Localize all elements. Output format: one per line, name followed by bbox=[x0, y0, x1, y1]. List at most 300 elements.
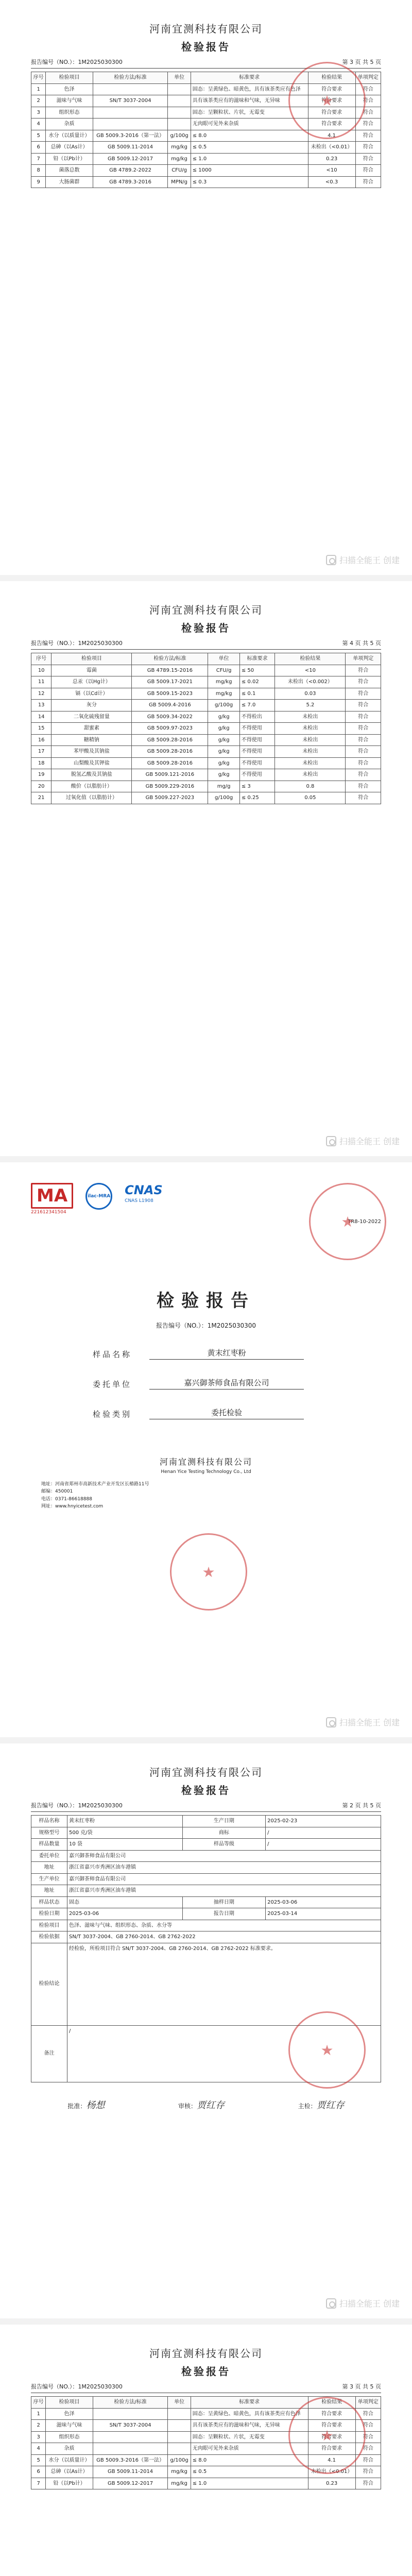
table-cell-req: ≤ 0.25 bbox=[239, 792, 275, 804]
table-cell-result: 0.05 bbox=[275, 792, 346, 804]
column-header: 单项判定 bbox=[355, 2397, 381, 2409]
table-cell-no: 4 bbox=[31, 118, 46, 130]
table-cell-unit bbox=[168, 118, 191, 130]
table-cell-no: 9 bbox=[31, 176, 46, 188]
table-row bbox=[31, 757, 381, 769]
page-number: 第 4 页 共 5 页 bbox=[342, 640, 381, 647]
company-name: 河南宜测科技有限公司 bbox=[149, 604, 263, 616]
table-cell-unit: mg/kg bbox=[208, 688, 239, 700]
report-no-label: 报告编号（NO.）： bbox=[31, 59, 78, 65]
cnas-number: CNAS L1908 bbox=[125, 1198, 153, 1204]
table-row bbox=[31, 165, 381, 177]
table-cell-result: 未检出 bbox=[275, 757, 346, 769]
scanner-app-icon bbox=[326, 1136, 336, 1146]
table-cell-no: 20 bbox=[31, 781, 52, 792]
table-cell-unit: g/kg bbox=[208, 757, 239, 769]
info-key: 样品状态 bbox=[31, 1896, 67, 1908]
table-cell-judge: 符合 bbox=[355, 2420, 381, 2432]
table-cell-judge: 符合 bbox=[346, 723, 381, 735]
signature-block bbox=[298, 2098, 345, 2111]
seal-stamp bbox=[288, 2011, 366, 2089]
table-cell-item: 色泽 bbox=[46, 83, 93, 95]
info-value: 嘉兴御茶师食品有限公司 bbox=[67, 1850, 381, 1862]
table-cell-item: 色泽 bbox=[46, 2408, 93, 2420]
column-header: 检验结果 bbox=[308, 72, 355, 84]
table-cell-item: 山梨酸及其钾盐 bbox=[52, 757, 132, 769]
table-cell-item: 杂质 bbox=[46, 118, 93, 130]
report-page-info bbox=[0, 1743, 412, 2325]
accreditation-logos bbox=[31, 1183, 163, 1215]
table-cell-unit bbox=[168, 2420, 191, 2432]
table-row bbox=[31, 1827, 381, 1839]
table-cell-result: 符合要求 bbox=[308, 118, 355, 130]
table-cell-req: 不得使用 bbox=[239, 757, 275, 769]
table-cell-no: 4 bbox=[31, 2443, 46, 2455]
table-cell-req: 无肉眼可见外来杂质 bbox=[191, 2443, 308, 2455]
table-row bbox=[31, 1850, 381, 1862]
table-cell-req: ≤ 0.02 bbox=[239, 676, 275, 688]
table-row bbox=[31, 1931, 381, 1943]
column-header: 序号 bbox=[31, 2397, 46, 2409]
table-cell-unit bbox=[168, 2408, 191, 2420]
table-cell-req: 不得使用 bbox=[239, 734, 275, 746]
page-header bbox=[31, 602, 381, 635]
cover-sample-field: 样品名称 黄末红枣粉 bbox=[93, 1347, 381, 1360]
table-row bbox=[31, 734, 381, 746]
table-cell-result: 符合要求 bbox=[308, 2443, 355, 2455]
conclusion-text: 经检验，所检项目符合 SN/T 3037-2004、GB 2760-2014、GB 2762-2022 标准要求。 bbox=[67, 1943, 381, 2025]
table-cell-method: GB 5009.28-2016 bbox=[132, 746, 208, 758]
table-cell-judge: 符合 bbox=[346, 781, 381, 792]
table-cell-req: 固态：呈黄绿色、暗黄色，具有该茶类应有色泽 bbox=[191, 83, 308, 95]
info-value: / bbox=[266, 1827, 381, 1839]
table-cell-result: 5.2 bbox=[275, 700, 346, 711]
table-cell-item: 灰分 bbox=[52, 700, 132, 711]
table-cell-method: GB 5009.121-2016 bbox=[132, 769, 208, 781]
table-row bbox=[31, 1839, 381, 1851]
cma-logo: MA bbox=[31, 1183, 73, 1209]
table-row bbox=[31, 676, 381, 688]
table-cell-result: 0.8 bbox=[275, 781, 346, 792]
scanner-watermark: 扫描全能王 创建 bbox=[326, 1135, 400, 1147]
table-cell-unit: CFU/g bbox=[168, 165, 191, 177]
table-cell-item: 酸价（以脂肪计） bbox=[52, 781, 132, 792]
report-no-label: 报告编号（NO.）： bbox=[31, 1802, 78, 1809]
table-cell-judge: 符合 bbox=[346, 734, 381, 746]
info-value: 色泽、滋味与气味、组织形态、杂质、水分等 bbox=[67, 1920, 381, 1931]
table-cell-req: ≤ 0.5 bbox=[191, 2466, 308, 2478]
table-cell-method: GB 4789.3-2016 bbox=[93, 176, 168, 188]
report-meta bbox=[31, 639, 381, 650]
table-cell-unit: g/kg bbox=[208, 769, 239, 781]
report-page-2 bbox=[0, 581, 412, 1162]
table-row bbox=[31, 1885, 381, 1897]
table-cell-unit: g/100g bbox=[208, 792, 239, 804]
report-title: 检验报告 bbox=[181, 2365, 231, 2378]
table-cell-method bbox=[93, 2431, 168, 2443]
conclusion-label: 检验结论 bbox=[31, 1943, 67, 2025]
info-key: 检验项目 bbox=[31, 1920, 67, 1931]
info-value: SN/T 3037-2004、GB 2760-2014、GB 2762-2022 bbox=[67, 1931, 381, 1943]
table-cell-req: 无肉眼可见外来杂质 bbox=[191, 118, 308, 130]
scanner-watermark: 扫描全能王 创建 bbox=[326, 2297, 400, 2309]
table-cell-judge: 符合 bbox=[346, 792, 381, 804]
table-cell-item: 霉菌 bbox=[52, 665, 132, 676]
page-header bbox=[31, 1764, 381, 1797]
cover-notes bbox=[31, 1481, 381, 1511]
seal-stamp bbox=[309, 1183, 386, 1260]
table-cell-no: 16 bbox=[31, 734, 52, 746]
cnas-logo: CNAS bbox=[125, 1183, 163, 1197]
table-cell-unit: mg/kg bbox=[168, 2466, 191, 2478]
table-cell-result: 未检出（<0.01） bbox=[308, 2466, 355, 2478]
scanner-app-icon bbox=[326, 1717, 336, 1727]
table-row bbox=[31, 142, 381, 154]
table-cell-no: 18 bbox=[31, 757, 52, 769]
table-cell-req: ≤ 1000 bbox=[191, 165, 308, 177]
table-cell-method: GB 5009.34-2022 bbox=[132, 711, 208, 723]
cover-company-name: 河南宜测科技有限公司 bbox=[159, 1457, 252, 1467]
table-cell-judge: 符合 bbox=[355, 165, 381, 177]
table-cell-result: <10 bbox=[308, 165, 355, 177]
table-row bbox=[31, 153, 381, 165]
table-cell-method: SN/T 3037-2004 bbox=[93, 95, 168, 107]
table-cell-req: ≤ 1.0 bbox=[191, 2478, 308, 2489]
info-key: 报告日期 bbox=[182, 1908, 265, 1920]
table-cell-no: 15 bbox=[31, 723, 52, 735]
table-cell-item: 总汞（以Hg计） bbox=[52, 676, 132, 688]
page-header bbox=[31, 21, 381, 54]
table-cell-unit: mg/kg bbox=[168, 153, 191, 165]
table-cell-method: GB 5009.28-2016 bbox=[132, 757, 208, 769]
signature-block bbox=[67, 2098, 105, 2111]
table-cell-req: 不得使用 bbox=[239, 769, 275, 781]
table-cell-result: 符合要求 bbox=[308, 2408, 355, 2420]
page-number: 第 2 页 共 5 页 bbox=[342, 1802, 381, 1809]
column-header: 检验项目 bbox=[52, 653, 132, 665]
table-cell-item: 二氧化硫残留量 bbox=[52, 711, 132, 723]
table-cell-item: 组织形态 bbox=[46, 107, 93, 118]
signature-block bbox=[178, 2098, 225, 2111]
table-cell-item: 杂质 bbox=[46, 2443, 93, 2455]
remark-label: 备注 bbox=[31, 2025, 67, 2082]
report-no-label: 报告编号（NO.）： bbox=[31, 640, 78, 647]
table-cell-judge: 符合 bbox=[355, 2408, 381, 2420]
table-cell-unit: g/kg bbox=[208, 723, 239, 735]
table-cell-unit: g/100g bbox=[168, 130, 191, 142]
table-cell-req: ≤ 8.0 bbox=[191, 2454, 308, 2466]
column-header: 序号 bbox=[31, 72, 46, 84]
table-cell-req: 固态：呈颗粒状、片状，无霉变 bbox=[191, 2431, 308, 2443]
table-cell-item: 总砷（以As计） bbox=[46, 142, 93, 154]
scanner-app-icon bbox=[326, 2298, 336, 2309]
table-cell-judge: 符合 bbox=[355, 2454, 381, 2466]
info-value: 2025-02-23 bbox=[266, 1816, 381, 1827]
table-row bbox=[31, 665, 381, 676]
page-header bbox=[31, 2345, 381, 2378]
table-cell-method: SN/T 3037-2004 bbox=[93, 2420, 168, 2432]
column-header: 标准要求 bbox=[191, 2397, 308, 2409]
table-cell-method: GB 4789.15-2016 bbox=[132, 665, 208, 676]
table-cell-result: 符合要求 bbox=[308, 95, 355, 107]
table-cell-method: GB 5009.3-2016（第一法） bbox=[93, 130, 168, 142]
table-cell-item: 过氧化值（以脂肪计） bbox=[52, 792, 132, 804]
info-key: 检验依据 bbox=[31, 1931, 67, 1943]
scanner-app-icon bbox=[326, 555, 336, 565]
info-value: 黄末红枣粉 bbox=[67, 1816, 182, 1827]
report-page-5 bbox=[0, 2325, 412, 2576]
table-cell-item: 菌落总数 bbox=[46, 165, 93, 177]
table-row bbox=[31, 688, 381, 700]
column-header: 检验方法/标准 bbox=[93, 2397, 168, 2409]
table-cell-item: 铅（以Pb计） bbox=[46, 153, 93, 165]
table-cell-req: ≤ 0.3 bbox=[191, 176, 308, 188]
company-name: 河南宜测科技有限公司 bbox=[149, 1766, 263, 1778]
table-cell-unit: g/kg bbox=[208, 711, 239, 723]
table-cell-judge: 符合 bbox=[346, 769, 381, 781]
table-cell-judge: 符合 bbox=[355, 95, 381, 107]
ilac-mra-logo: ilac-MRA bbox=[85, 1183, 112, 1210]
scanner-watermark: 扫描全能王 创建 bbox=[326, 1716, 400, 1728]
table-cell-no: 7 bbox=[31, 2478, 46, 2489]
table-cell-judge: 符合 bbox=[346, 711, 381, 723]
form-number: TR8-10-2022 bbox=[348, 1219, 381, 1225]
table-row bbox=[31, 711, 381, 723]
info-key: 规格型号 bbox=[31, 1827, 67, 1839]
table-cell-judge: 符合 bbox=[355, 83, 381, 95]
table-cell-req: 具有该茶类应有的滋味和气味，无异味 bbox=[191, 95, 308, 107]
table-cell-result: 未检出 bbox=[275, 746, 346, 758]
table-row bbox=[31, 1873, 381, 1885]
column-header: 单位 bbox=[168, 2397, 191, 2409]
table-cell-judge: 符合 bbox=[346, 676, 381, 688]
info-key: 生产单位 bbox=[31, 1873, 67, 1885]
table-cell-item: 大肠菌群 bbox=[46, 176, 93, 188]
table-cell-req: 固态：呈黄绿色、暗黄色，具有该茶类应有色泽 bbox=[191, 2408, 308, 2420]
table-cell-result: 未检出（<0.002） bbox=[275, 676, 346, 688]
table-cell-unit: mg/g bbox=[208, 781, 239, 792]
column-header: 检验方法/标准 bbox=[93, 72, 168, 84]
table-cell-method: GB 5009.12-2017 bbox=[93, 153, 168, 165]
table-cell-judge: 符合 bbox=[355, 2431, 381, 2443]
table-cell-unit: mg/kg bbox=[208, 676, 239, 688]
info-value: 嘉兴御茶师食品有限公司 bbox=[67, 1873, 381, 1885]
table-cell-no: 2 bbox=[31, 2420, 46, 2432]
table-row bbox=[31, 1908, 381, 1920]
report-title: 检验报告 bbox=[181, 1784, 231, 1797]
scanner-watermark: 扫描全能王 创建 bbox=[326, 554, 400, 566]
cover-note-line: 邮编：450001 bbox=[41, 1489, 73, 1495]
cma-number: 221612341504 bbox=[31, 1210, 66, 1215]
table-cell-result: 符合要求 bbox=[308, 2431, 355, 2443]
table-cell-item: 铅（以Pb计） bbox=[46, 2478, 93, 2489]
table-cell-judge: 符合 bbox=[346, 688, 381, 700]
seal-stamp bbox=[288, 62, 366, 139]
info-key: 抽样日期 bbox=[182, 1896, 265, 1908]
table-cell-judge: 符合 bbox=[346, 757, 381, 769]
table-cell-req: ≤ 8.0 bbox=[191, 130, 308, 142]
table-cell-unit bbox=[168, 83, 191, 95]
cover-note-line: 地址：河南省郑州市高新技术产业开发区长椿路11号 bbox=[41, 1482, 149, 1487]
table-cell-unit: mg/kg bbox=[168, 2478, 191, 2489]
table-cell-item: 滋味与气味 bbox=[46, 95, 93, 107]
table-cell-req: ≤ 1.0 bbox=[191, 153, 308, 165]
table-cell-result: 0.03 bbox=[275, 688, 346, 700]
table-cell-item: 脱氢乙酸及其钠盐 bbox=[52, 769, 132, 781]
report-page-1 bbox=[0, 0, 412, 581]
table-cell-method bbox=[93, 2408, 168, 2420]
table-cell-req: ≤ 0.1 bbox=[239, 688, 275, 700]
table-cell-req: 不得使用 bbox=[239, 723, 275, 735]
table-cell-method: GB 5009.229-2016 bbox=[132, 781, 208, 792]
table-cell-no: 1 bbox=[31, 2408, 46, 2420]
report-no-label: 报告编号（NO.）： bbox=[31, 2383, 78, 2390]
signature: 贾红存 bbox=[316, 2099, 345, 2111]
report-meta bbox=[31, 1801, 381, 1812]
table-cell-no: 6 bbox=[31, 142, 46, 154]
table-row bbox=[31, 792, 381, 804]
report-cover-page bbox=[0, 1162, 412, 1743]
table-row bbox=[31, 176, 381, 188]
table-cell-req: 不得使用 bbox=[239, 746, 275, 758]
table-cell-no: 5 bbox=[31, 130, 46, 142]
cover-client-field: 委托单位 嘉兴御茶师食品有限公司 bbox=[93, 1377, 381, 1389]
table-cell-method bbox=[93, 2443, 168, 2455]
table-cell-no: 8 bbox=[31, 165, 46, 177]
table-row bbox=[31, 1920, 381, 1931]
table-cell-result: 0.23 bbox=[308, 153, 355, 165]
table-cell-unit bbox=[168, 95, 191, 107]
table-cell-no: 1 bbox=[31, 83, 46, 95]
table-cell-result: 未检出 bbox=[275, 711, 346, 723]
column-header: 单项判定 bbox=[355, 72, 381, 84]
report-meta bbox=[31, 2382, 381, 2393]
table-cell-no: 10 bbox=[31, 665, 52, 676]
table-cell-method: GB 5009.17-2021 bbox=[132, 676, 208, 688]
table-row bbox=[31, 1896, 381, 1908]
table-cell-result: 0.23 bbox=[308, 2478, 355, 2489]
table-cell-result: 符合要求 bbox=[308, 83, 355, 95]
column-header: 检验项目 bbox=[46, 72, 93, 84]
table-cell-judge: 符合 bbox=[346, 665, 381, 676]
info-value: 浙江省嘉兴市秀洲区油车港镇 bbox=[67, 1885, 381, 1897]
column-header: 检验方法/标准 bbox=[132, 653, 208, 665]
signature-label: 主检： bbox=[298, 2102, 317, 2110]
table-cell-no: 14 bbox=[31, 711, 52, 723]
cover-report-number: 报告编号（NO.）：1M2025030300 bbox=[156, 1322, 256, 1329]
table-cell-judge: 符合 bbox=[355, 118, 381, 130]
signature-label: 批准： bbox=[67, 2102, 87, 2110]
column-header: 检验结果 bbox=[308, 2397, 355, 2409]
table-cell-judge: 符合 bbox=[355, 2443, 381, 2455]
page-number: 第 3 页 共 5 页 bbox=[342, 2383, 381, 2390]
table-cell-result: 符合要求 bbox=[308, 2420, 355, 2432]
table-row bbox=[31, 700, 381, 711]
table-cell-unit bbox=[168, 2443, 191, 2455]
info-value: 2025-03-06 bbox=[67, 1908, 182, 1920]
table-row bbox=[31, 1862, 381, 1874]
table-cell-result: <0.3 bbox=[308, 176, 355, 188]
column-header: 序号 bbox=[31, 653, 52, 665]
table-cell-method: GB 5009.11-2014 bbox=[93, 142, 168, 154]
table-cell-item: 滋味与气味 bbox=[46, 2420, 93, 2432]
report-title: 检验报告 bbox=[181, 41, 231, 53]
table-cell-judge: 符合 bbox=[355, 107, 381, 118]
info-value: 10 袋 bbox=[67, 1839, 182, 1851]
signature: 贾红存 bbox=[196, 2099, 225, 2111]
info-key: 地址 bbox=[31, 1885, 67, 1897]
report-no: 1M2025030300 bbox=[78, 59, 123, 65]
table-row bbox=[31, 769, 381, 781]
info-key: 生产日期 bbox=[182, 1816, 265, 1827]
table-cell-unit: g/kg bbox=[208, 734, 239, 746]
table-row bbox=[31, 1816, 381, 1827]
table-cell-req: ≤ 3 bbox=[239, 781, 275, 792]
column-header: 单位 bbox=[168, 72, 191, 84]
info-key: 地址 bbox=[31, 1862, 67, 1874]
table-cell-judge: 符合 bbox=[355, 142, 381, 154]
info-value: 浙江省嘉兴市秀洲区油车港镇 bbox=[67, 1862, 381, 1874]
column-header: 单位 bbox=[208, 653, 239, 665]
signature: 杨想 bbox=[86, 2099, 105, 2111]
table-cell-no: 5 bbox=[31, 2454, 46, 2466]
table-cell-method: GB 5009.28-2016 bbox=[132, 734, 208, 746]
table-cell-item: 甜蜜素 bbox=[52, 723, 132, 735]
table-cell-result: 未检出 bbox=[275, 723, 346, 735]
cover-note-line: 网址：www.hnyicetest.com bbox=[41, 1504, 104, 1510]
table-cell-method bbox=[93, 107, 168, 118]
table-cell-judge: 符合 bbox=[355, 2466, 381, 2478]
info-key: 委托单位 bbox=[31, 1850, 67, 1862]
table-cell-item: 总砷（以As计） bbox=[46, 2466, 93, 2478]
report-title: 检验报告 bbox=[181, 622, 231, 634]
table-cell-method: GB 5009.97-2023 bbox=[132, 723, 208, 735]
column-header: 标准要求 bbox=[239, 653, 275, 665]
table-cell-result: 未检出（<0.01） bbox=[308, 142, 355, 154]
info-key: 样品等级 bbox=[182, 1839, 265, 1851]
table-cell-no: 21 bbox=[31, 792, 52, 804]
signature-row bbox=[31, 2098, 381, 2111]
table-cell-no: 12 bbox=[31, 688, 52, 700]
table-cell-result: 4.1 bbox=[308, 2454, 355, 2466]
signature-label: 审核： bbox=[178, 2102, 197, 2110]
table-cell-no: 6 bbox=[31, 2466, 46, 2478]
column-header: 标准要求 bbox=[191, 72, 308, 84]
info-value: 500 克/袋 bbox=[67, 1827, 182, 1839]
table-cell-result: 符合要求 bbox=[308, 107, 355, 118]
cover-note-line: 电话：0371-86618888 bbox=[41, 1496, 92, 1502]
info-value: / bbox=[266, 1839, 381, 1851]
seal-stamp bbox=[288, 2397, 366, 2474]
cover-company-english: Henan Yice Testing Technology Co., Ltd bbox=[161, 1469, 251, 1475]
table-cell-unit: g/kg bbox=[208, 746, 239, 758]
info-key: 检验日期 bbox=[31, 1908, 67, 1920]
table-cell-no: 19 bbox=[31, 769, 52, 781]
table-cell-judge: 符合 bbox=[355, 176, 381, 188]
table-cell-req: 具有该茶类应有的滋味和气味，无异味 bbox=[191, 2420, 308, 2432]
table-cell-judge: 符合 bbox=[346, 700, 381, 711]
info-value: 2025-03-06 bbox=[266, 1896, 381, 1908]
column-header: 检验项目 bbox=[46, 2397, 93, 2409]
table-cell-unit bbox=[168, 107, 191, 118]
table-cell-no: 13 bbox=[31, 700, 52, 711]
table-cell-item: 糖精钠 bbox=[52, 734, 132, 746]
table-cell-method: GB 5009.12-2017 bbox=[93, 2478, 168, 2489]
table-cell-item: 组织形态 bbox=[46, 2431, 93, 2443]
report-no: 1M2025030300 bbox=[78, 640, 123, 647]
table-cell-judge: 符合 bbox=[355, 130, 381, 142]
table-cell-req: ≤ 50 bbox=[239, 665, 275, 676]
